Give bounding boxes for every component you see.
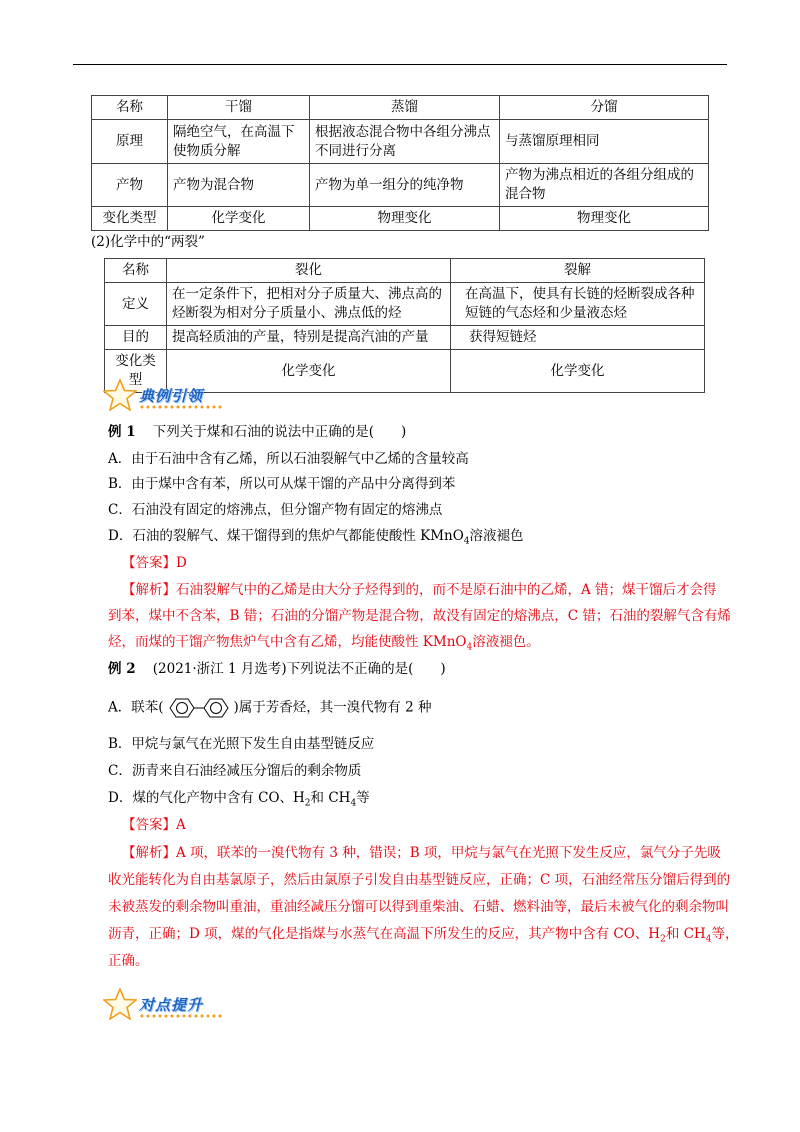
option-text: D．煤的气化产物中含有 CO、H <box>108 790 305 806</box>
analysis-line <box>108 924 738 950</box>
option-b: B．甲烷与氯气在光照下发生自由基型链反应 <box>108 736 375 752</box>
option-text: 和 CH <box>310 790 351 806</box>
example-label: 例 1 <box>108 424 136 440</box>
option-a: A．由于石油中含有乙烯，所以石油裂解气中乙烯的含量较高 <box>108 451 469 467</box>
table-cell: 产物 <box>92 164 168 207</box>
table-cell: 隔绝空气，在高温下使物质分解 <box>168 120 310 164</box>
analysis-line <box>108 632 540 658</box>
analysis-line: 收光能转化为自由基氯原子，然后由氯原子引发自由基型链反应，正确；C 项，石油经常压分馏后得到的 <box>108 872 731 888</box>
table-cell: 在一定条件下，把相对分子质量大、沸点高的烃断裂为相对分子质量小、沸点低的烃 <box>167 283 451 326</box>
option-text: A．联苯( <box>108 699 164 716</box>
table-row <box>105 283 705 326</box>
option-text: 溶液褪色 <box>469 528 524 544</box>
table-cell: 原理 <box>92 120 168 164</box>
table-header-cell: 分馏 <box>500 96 709 120</box>
table-cell: 物理变化 <box>310 207 500 231</box>
table-cell: 变化类型 <box>105 350 167 393</box>
subscript: 4 <box>466 642 473 653</box>
table-header-cell: 名称 <box>92 96 168 120</box>
table-cell: 根据液态混合物中各组分沸点不同进行分离 <box>310 120 500 164</box>
subscript: 4 <box>463 536 470 547</box>
option-c: C．沥青来自石油经减压分馏后的剩余物质 <box>108 763 362 779</box>
cracking-comparison-table <box>104 258 705 393</box>
table-row <box>92 207 709 231</box>
title-underline-dots <box>139 405 223 409</box>
analysis-text: 和 CH <box>665 926 706 942</box>
table-cell: 化学变化 <box>451 350 705 393</box>
option-d <box>108 788 370 814</box>
table-cell: 产物为混合物 <box>168 164 310 207</box>
table-header-cell: 裂解 <box>451 259 705 283</box>
analysis-text: 烃，而煤的干馏产物焦炉气中含有乙烯，均能使酸性 KMnO <box>108 634 467 650</box>
star-icon <box>103 988 137 1020</box>
star-icon <box>103 379 137 411</box>
analysis-text: 等， <box>711 926 739 942</box>
title-underline-dots <box>139 1014 223 1018</box>
table-cell: 变化类型 <box>92 207 168 231</box>
table-row <box>105 326 705 350</box>
option-text: )属于芳香烃，其一溴代物有 2 种 <box>233 699 432 716</box>
subscript: 4 <box>350 798 357 809</box>
option-text: 等 <box>356 790 370 806</box>
table-cell: 产物为沸点相近的各组分组成的混合物 <box>500 164 709 207</box>
example-1-question <box>108 422 406 442</box>
answer-text: 【答案】D <box>122 555 187 571</box>
table-cell: 物理变化 <box>500 207 709 231</box>
table-cell: 获得短链烃 <box>451 326 705 350</box>
question-text: (2021·浙江 1 月选考)下列说法不正确的是( ) <box>152 661 446 677</box>
subscript: 4 <box>705 934 712 945</box>
table-row <box>92 120 709 164</box>
table-header-cell: 干馏 <box>168 96 310 120</box>
answer-text: 【答案】A <box>122 817 186 833</box>
biphenyl-structure-icon <box>166 697 232 719</box>
table-cell: 产物为单一组分的纯净物 <box>310 164 500 207</box>
option-text: D．石油的裂解气、煤干馏得到的焦炉气都能使酸性 KMnO <box>108 528 464 544</box>
question-text: 下列关于煤和石油的说法中正确的是( ) <box>152 424 407 440</box>
example-2-question <box>108 659 446 679</box>
table-header-cell: 裂化 <box>167 259 451 283</box>
table-cell: 化学变化 <box>168 207 310 231</box>
analysis-line: 【解析】石油裂解气中的乙烯是由大分子烃得到的，而不是原石油中的乙烯，A 错；煤干馏后才会得 <box>122 582 717 598</box>
option-d <box>108 526 524 552</box>
table-cell: 目的 <box>105 326 167 350</box>
analysis-line: 正确。 <box>108 953 149 969</box>
analysis-line: 到苯，煤中不含苯，B 错；石油的分馏产物是混合物，故没有固定的熔沸点，C 错；石油的裂解气含有烯 <box>108 608 731 624</box>
analysis-text: 溶液褪色。 <box>472 634 540 650</box>
option-c: C．石油没有固定的熔沸点，但分馏产物有固定的熔沸点 <box>108 502 443 518</box>
table-header-row <box>92 96 709 120</box>
section-title-text: 对点提升 <box>139 996 204 1014</box>
table-header-cell: 名称 <box>105 259 167 283</box>
option-a <box>108 697 431 719</box>
analysis-line: 未被蒸发的剩余物叫重油，重油经减压分馏可以得到重柴油、石蜡、燃料油等，最后未被气化的剩余物叫 <box>108 899 729 915</box>
table-cell: 提高轻质油的产量，特别是提高汽油的产量 <box>167 326 451 350</box>
table-cell: 在高温下，使具有长链的烃断裂成各种短链的气态烃和少量液态烃 <box>451 283 705 326</box>
example-label: 例 2 <box>108 661 136 677</box>
section-title-text: 典例引领 <box>139 387 204 405</box>
table-cell: 化学变化 <box>167 350 451 393</box>
table-row <box>92 164 709 207</box>
table-cell: 定义 <box>105 283 167 326</box>
section-heading: (2)化学中的“两裂” <box>91 234 205 250</box>
header-rule <box>73 64 727 65</box>
analysis-line: 【解析】A 项，联苯的一溴代物有 3 种，错误；B 项，甲烷与氯气在光照下发生反应，氯气分子先吸 <box>122 845 721 861</box>
option-b: B．由于煤中含有苯，所以可从煤干馏的产品中分离得到苯 <box>108 476 456 492</box>
subscript: 2 <box>304 798 311 809</box>
subscript: 2 <box>660 934 666 945</box>
distillation-comparison-table <box>91 95 709 231</box>
table-header-cell: 蒸馏 <box>310 96 500 120</box>
table-header-row <box>105 259 705 283</box>
table-cell: 与蒸馏原理相同 <box>500 120 709 164</box>
analysis-text: 沥青，正确；D 项，煤的气化是指煤与水蒸气在高温下所发生的反应，其产物中含有 CO、H <box>108 926 661 942</box>
